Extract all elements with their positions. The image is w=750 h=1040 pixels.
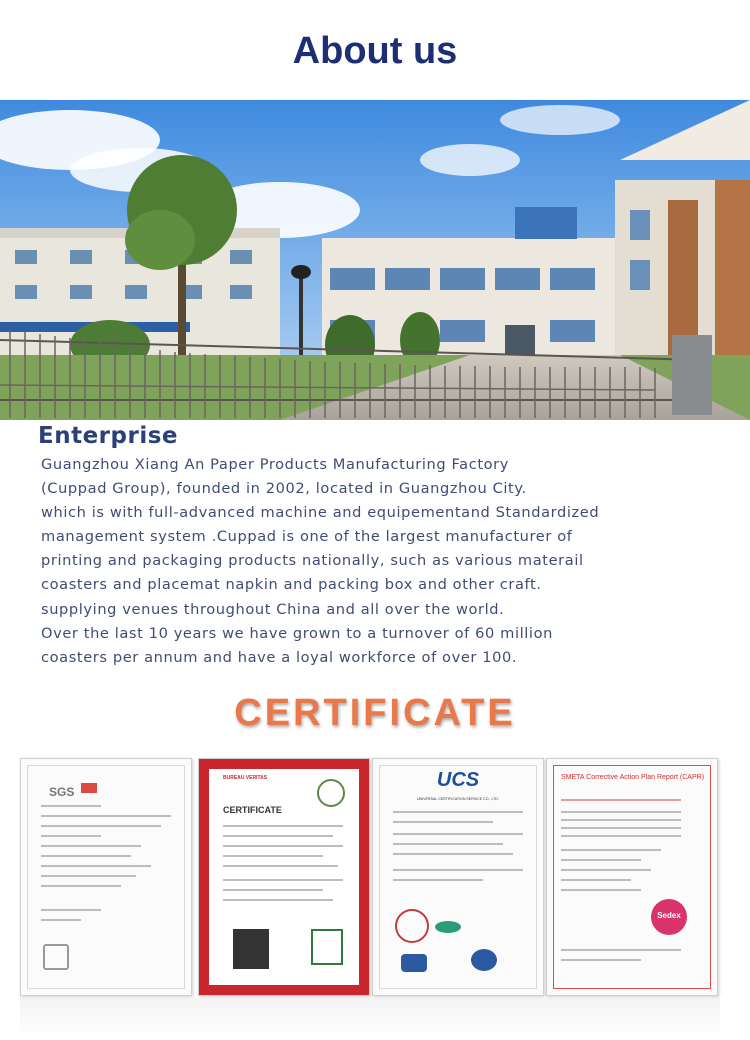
page-title: About us <box>292 30 458 72</box>
certificate-heading: CERTIFICATE <box>234 692 516 734</box>
enterprise-description <box>41 453 721 670</box>
description-line: management system .Cuppad is one of the largest manufacturer of <box>41 528 573 546</box>
ucs-title: UNIVERSAL CERTIFICATION SERVICE CO., LTD. <box>416 797 500 801</box>
certificate-sedex <box>546 758 718 996</box>
certificate-gallery <box>20 758 720 998</box>
certificate-sgs <box>20 758 192 996</box>
certificate-bureau-veritas <box>198 758 370 996</box>
description-line: Guangzhou Xiang An Paper Products Manufacturing Factory <box>41 456 510 473</box>
enterprise-heading: Enterprise <box>38 423 179 449</box>
description-line: printing and packaging products nationally, such as various materail <box>41 552 584 570</box>
cnas-logo-icon <box>401 954 427 972</box>
certificate-ucs <box>372 758 544 996</box>
iaf-logo-icon <box>471 949 497 971</box>
fsc-logo-icon <box>311 929 343 965</box>
ucs-logo: UCS <box>436 769 480 791</box>
factory-photo <box>0 100 750 420</box>
qr-code-icon <box>233 929 269 969</box>
description-line: which is with full-advanced machine and equipementand Standardized <box>41 504 600 522</box>
certificate-title: CERTIFICATE <box>223 805 282 815</box>
bureau-veritas-logo: BUREAU VERITAS <box>223 775 268 781</box>
accreditation-seal-icon <box>317 779 345 807</box>
red-seal-icon <box>395 909 429 943</box>
description-line: coasters per annum and have a loyal workforce of over 100. <box>41 648 518 666</box>
sedex-logo-icon: Sedex <box>651 899 687 935</box>
smeta-title: SMETA Corrective Action Plan Report (CAPR) <box>561 774 705 781</box>
description-line: supplying venues throughout China and all over the world. <box>41 600 505 618</box>
description-line: (Cuppad Group), founded in 2002, located in Guangzhou City. <box>41 480 527 498</box>
certificate-reflection <box>20 998 720 1040</box>
sgs-logo: SGS <box>49 785 75 799</box>
description-line: Over the last 10 years we have grown to a turnover of 60 million <box>41 624 553 642</box>
seal-icon <box>43 944 69 970</box>
description-line: coasters and placemat napkin and packing box and other craft. <box>41 576 542 594</box>
cma-logo-icon <box>81 783 97 793</box>
tres-logo-icon <box>435 921 461 933</box>
